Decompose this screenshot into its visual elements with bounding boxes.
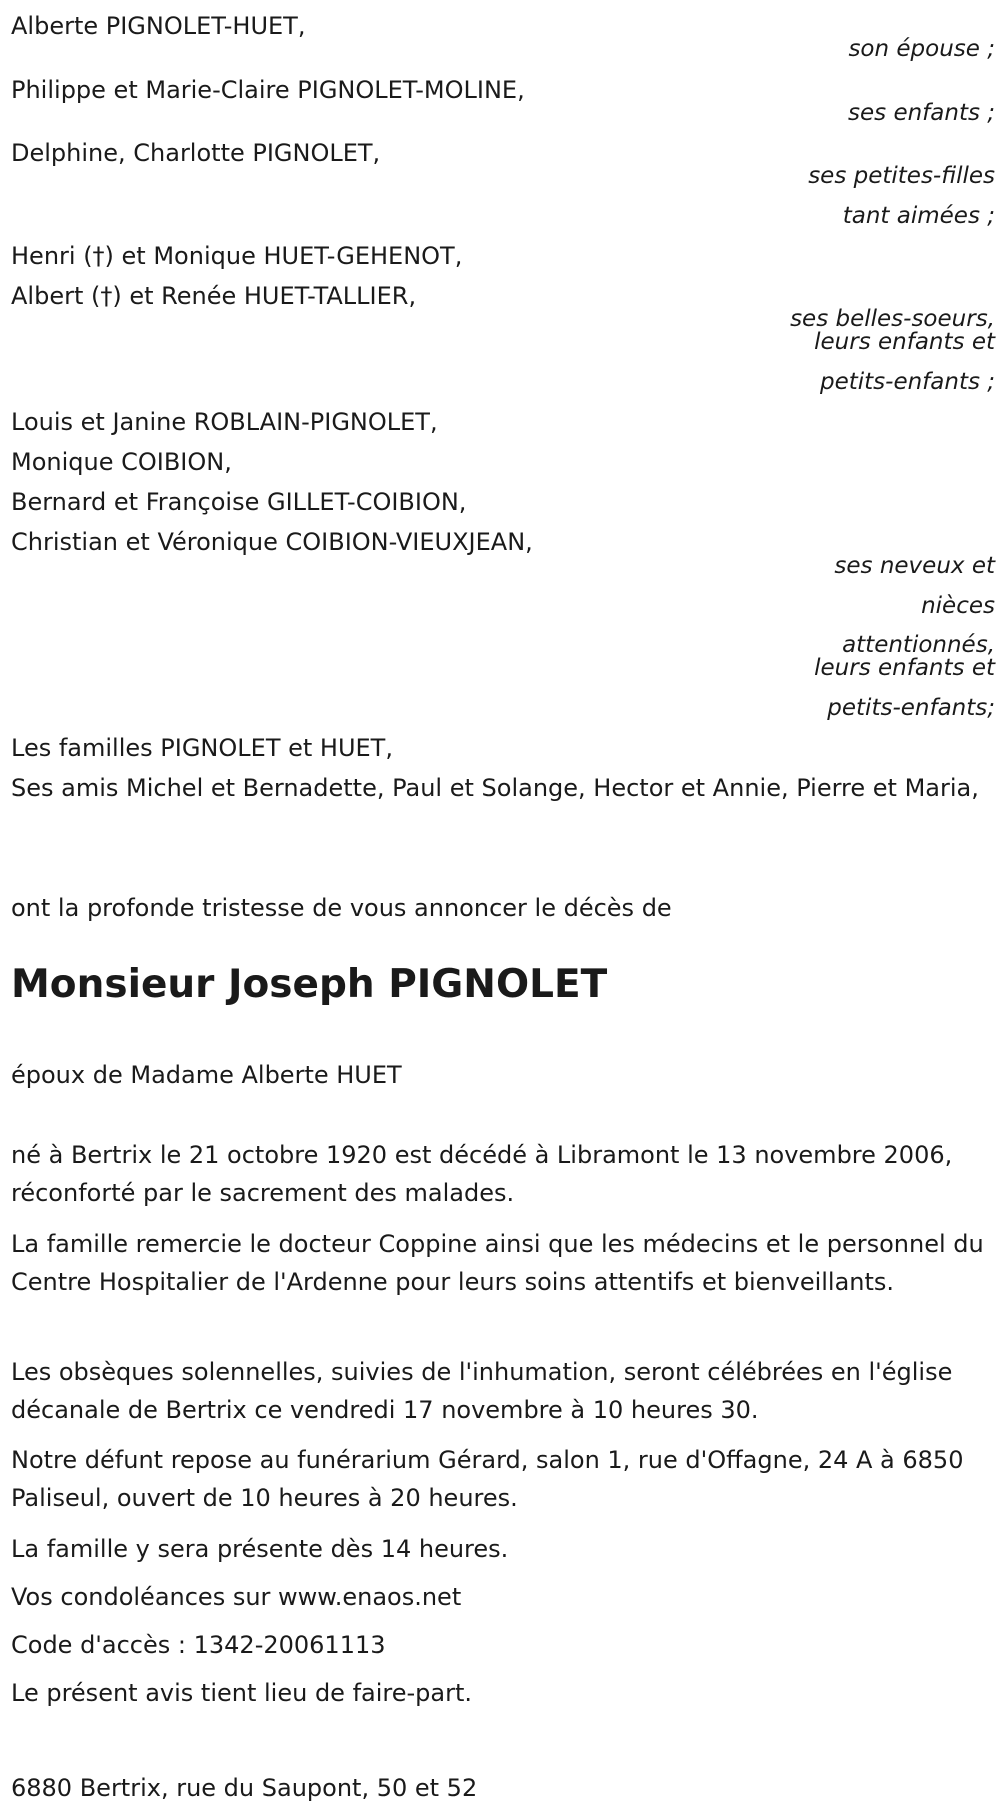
spouse-role: son épouse ; xyxy=(848,36,995,62)
sisters-in-law-role-line1: ses belles-soeurs, xyxy=(790,306,995,332)
birth-death-paragraph: né à Bertrix le 21 octobre 1920 est décédé à Libramont le 13 novembre 2006, réconforté par le sacrement des malades. xyxy=(11,1141,953,1207)
nephew-4: Christian et Véronique COIBION-VIEUXJEAN, xyxy=(11,528,533,556)
nephew-3: Bernard et Françoise GILLET-COIBION, xyxy=(11,488,467,516)
funeral-paragraph: Les obsèques solennelles, suivies de l'inhumation, seront célébrées en l'église décanale de Bertrix ce vendredi 17 novembre à 10 heures 30. xyxy=(11,1358,953,1424)
nephews-role-line3: attentionnés, xyxy=(842,632,995,658)
sisters-in-law-role-line3: petits-enfants ; xyxy=(819,369,995,395)
granddaughters-names: Delphine, Charlotte PIGNOLET, xyxy=(11,139,381,167)
spouse-of-line: époux de Madame Alberte HUET xyxy=(11,1061,402,1089)
spouse-name: Alberte PIGNOLET-HUET, xyxy=(11,12,306,40)
deceased-name: Monsieur Joseph PIGNOLET xyxy=(11,962,608,1007)
friends-line: Ses amis Michel et Bernadette, Paul et Solange, Hector et Annie, Pierre et Maria, xyxy=(11,774,979,802)
presence-line: La famille y sera présente dès 14 heures. xyxy=(11,1535,509,1563)
nephew-2: Monique COIBION, xyxy=(11,448,232,476)
funerarium-paragraph: Notre défunt repose au funérarium Gérard, salon 1, rue d'Offagne, 24 A à 6850 Paliseul, ouvert de 10 heures à 20 heures. xyxy=(11,1446,964,1512)
granddaughters-role-line2: tant aimées ; xyxy=(842,203,995,229)
children-role: ses enfants ; xyxy=(848,100,995,126)
sister-in-law-2: Albert (†) et Renée HUET-TALLIER, xyxy=(11,282,417,310)
notice-line: Le présent avis tient lieu de faire-part. xyxy=(11,1679,473,1707)
condolences-line: Vos condoléances sur www.enaos.net xyxy=(11,1583,462,1611)
nephews-role-line5: petits-enfants; xyxy=(827,695,995,721)
children-names: Philippe et Marie-Claire PIGNOLET-MOLINE, xyxy=(11,76,525,104)
sister-in-law-1: Henri (†) et Monique HUET-GEHENOT, xyxy=(11,242,463,270)
nephew-1: Louis et Janine ROBLAIN-PIGNOLET, xyxy=(11,408,438,436)
families-line: Les familles PIGNOLET et HUET, xyxy=(11,734,393,762)
nephews-role-line1: ses neveux et xyxy=(834,553,995,579)
granddaughters-role-line1: ses petites-filles xyxy=(808,163,995,189)
address-line: 6880 Bertrix, rue du Saupont, 50 et 52 xyxy=(11,1774,478,1802)
sisters-in-law-role-line2: leurs enfants et xyxy=(814,329,995,355)
nephews-role-line2: nièces xyxy=(921,593,995,619)
access-code-line: Code d'accès : 1342-20061113 xyxy=(11,1631,386,1659)
nephews-role-line4: leurs enfants et xyxy=(814,655,995,681)
announcement-text: ont la profonde tristesse de vous annoncer le décès de xyxy=(11,894,672,922)
thanks-paragraph: La famille remercie le docteur Coppine ainsi que les médecins et le personnel du Centre Hospitalier de l'Ardenne pour leurs soins attentifs et bienveillants. xyxy=(11,1230,984,1296)
